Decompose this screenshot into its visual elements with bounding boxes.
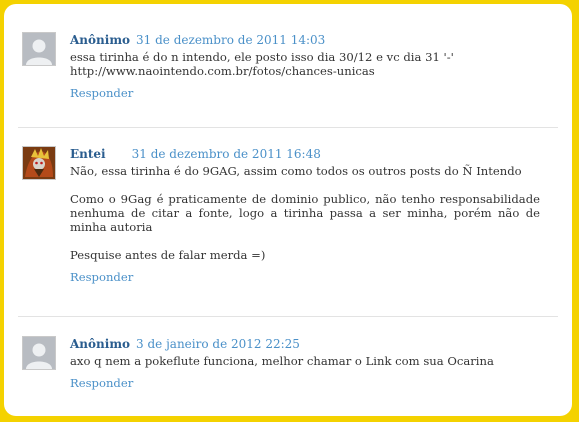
comment-paragraph: Não, essa tirinha é do 9GAG, assim como todos os outros posts do Ñ Intendo [70,164,522,178]
comment-text [70,50,540,78]
reply-link[interactable]: Responder [70,86,134,100]
entei-avatar-icon[interactable] [22,146,56,180]
comment-meta [70,146,540,162]
comment-line: http://www.naointendo.com.br/fotos/chances-unicas [70,64,375,78]
reply-link[interactable]: Responder [70,270,134,284]
default-avatar-icon[interactable] [22,336,56,370]
reply-link[interactable]: Responder [70,376,134,390]
comment-divider [18,316,558,317]
default-avatar-icon[interactable] [22,32,56,66]
comments-panel [4,4,572,416]
comment-meta [70,32,540,48]
comment-author[interactable]: Anônimo [70,337,131,351]
comment-text [70,164,540,262]
comment-line: axo q nem a pokeflute funciona, melhor chamar o Link com sua Ocarina [70,354,494,368]
comment-paragraph: Pesquise antes de falar merda =) [70,248,266,262]
comment-meta [70,336,540,352]
comment-date-link[interactable]: 31 de dezembro de 2011 16:48 [131,147,321,161]
comment-author[interactable]: Anônimo [70,33,131,47]
comment-author[interactable]: Entei [70,147,106,161]
comment-divider [18,127,558,128]
comment-text [70,354,540,368]
comment-paragraph: Como o 9Gag é praticamente de dominio publico, não tenho responsabilidade nenhuma de citar a fonte, logo a tirinha passa a ser minha, porém não de minha autoria [70,192,540,234]
comment-date-link[interactable]: 3 de janeiro de 2012 22:25 [136,337,300,351]
comment-date-link[interactable]: 31 de dezembro de 2011 14:03 [136,33,326,47]
comment-line: essa tirinha é do n intendo, ele posto isso dia 30/12 e vc dia 31 '-' [70,50,454,64]
